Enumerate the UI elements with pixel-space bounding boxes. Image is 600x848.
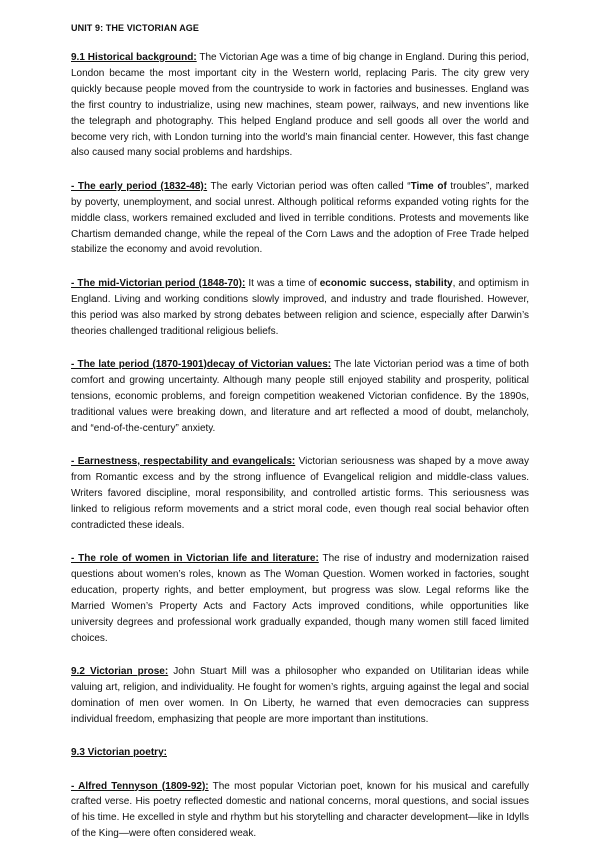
body-text: , and optimism in England. Living and working conditions slowly improved, and industry and trade flourished. However, this period was also marked by strong debates between religion and science, especially after Darwin’s theories challenged traditional religious beliefs. (71, 277, 530, 337)
section-paragraph (71, 179, 529, 259)
body-text: John Stuart Mill was a philosopher who expanded on Utilitarian ideas while valuing art, religion, and individuality. He fought for women’s rights, arguing against the legal and social domination of men over women. In On Liberty, he warned that even democracies can suppress individual freedom, emphasizing that people are more important than institutions. (71, 666, 529, 725)
body-text: It was a time of (245, 277, 320, 289)
section-paragraph (71, 551, 529, 646)
body-text: troubles”, marked by poverty, unemployment, and social unrest. Although political reforms expanded voting rights for the middle class, workers remained excluded and lived in terrible conditions. Protests and movements like Chartism demanded change, while the repeal of the Corn Laws and the adoption of Free Trade helped stabilize the economy and avoid revolution. (71, 180, 529, 256)
body-text: The Victorian Age was a time of big change in England. During this period, London became the most important city in the Western world, replacing Paris. The city grew very quickly because people moved from the countryside to work in factories and businesses. England was the first country to industrialize, using new machines, steam power, railways, and new inventions like the telegraph and photography. This helped England produce and sell goods all over the world and become very rich, with London turning into the world’s main financial center. However, this fast change also caused many social problems and hardships. (71, 52, 529, 159)
section-heading: - Earnestness, respectability and evangelicals: (71, 456, 296, 468)
body-text: The early Victorian period was often called “ (207, 180, 411, 192)
sections-container (71, 50, 529, 842)
section-heading: 9.3 Victorian poetry: (71, 747, 167, 759)
section-heading: 9.1 Historical background: (71, 52, 197, 63)
section-heading: - The early period (1832-48): (71, 180, 208, 192)
section-paragraph (71, 50, 529, 161)
section-paragraph (71, 357, 529, 437)
section-heading: - The mid-Victorian period (1848-70): (71, 277, 246, 289)
emphasis-text: Time of (410, 180, 447, 192)
emphasis-text: economic success, stability (319, 277, 453, 289)
section-paragraph (71, 664, 529, 728)
section-heading: 9.2 Victorian prose: (71, 666, 169, 677)
section-heading: - The role of women in Victorian life and literature: (71, 553, 319, 565)
body-text: The late Victorian period was a time of both comfort and growing uncertainty. Although many people still enjoyed stability and prosperity, political tensions, economic problems, and foreign competition weakened Victorian confidence. By the 1890s, traditional values were breaking down, and literature and art reflected a mood of doubt, melancholy, and “end-of-the-century” anxiety. (71, 359, 529, 434)
section-heading: - Alfred Tennyson (1809-92): (71, 780, 209, 792)
body-text: Victorian seriousness was shaped by a move away from Romantic excess and by the strong influence of Evangelical religion and middle-class values. Writers favored discipline, moral responsibility, and controlled artistic forms. This seriousness was linked to religious reform movements and a strict moral code, even though real social behavior often contradicted these ideals. (71, 456, 529, 531)
section-paragraph (71, 745, 529, 761)
unit-title: UNIT 9: THE VICTORIAN AGE (71, 23, 200, 33)
section-paragraph (71, 454, 529, 534)
body-text: The rise of industry and modernization raised questions about women’s roles, known as The Woman Question. Women worked in factories, sought education, property rights, and better employment, but progress was slow. Legal reforms like the Married Women’s Property Acts and Factory Acts improved conditions, while opportunities like university degrees and professional work gradually expanded, though many women still faced limited choices. (71, 553, 529, 644)
section-paragraph (71, 779, 529, 843)
section-paragraph (71, 276, 529, 340)
body-text: The most popular Victorian poet, known for his musical and carefully crafted verse. His poetry reflected domestic and national concerns, moral questions, and social issues of his time. He excelled in style and rhythm but his storytelling and character development—like in Idylls of the King—were often considered weak. (71, 780, 530, 840)
section-heading: - The late period (1870-1901)decay of Victorian values: (71, 359, 332, 370)
